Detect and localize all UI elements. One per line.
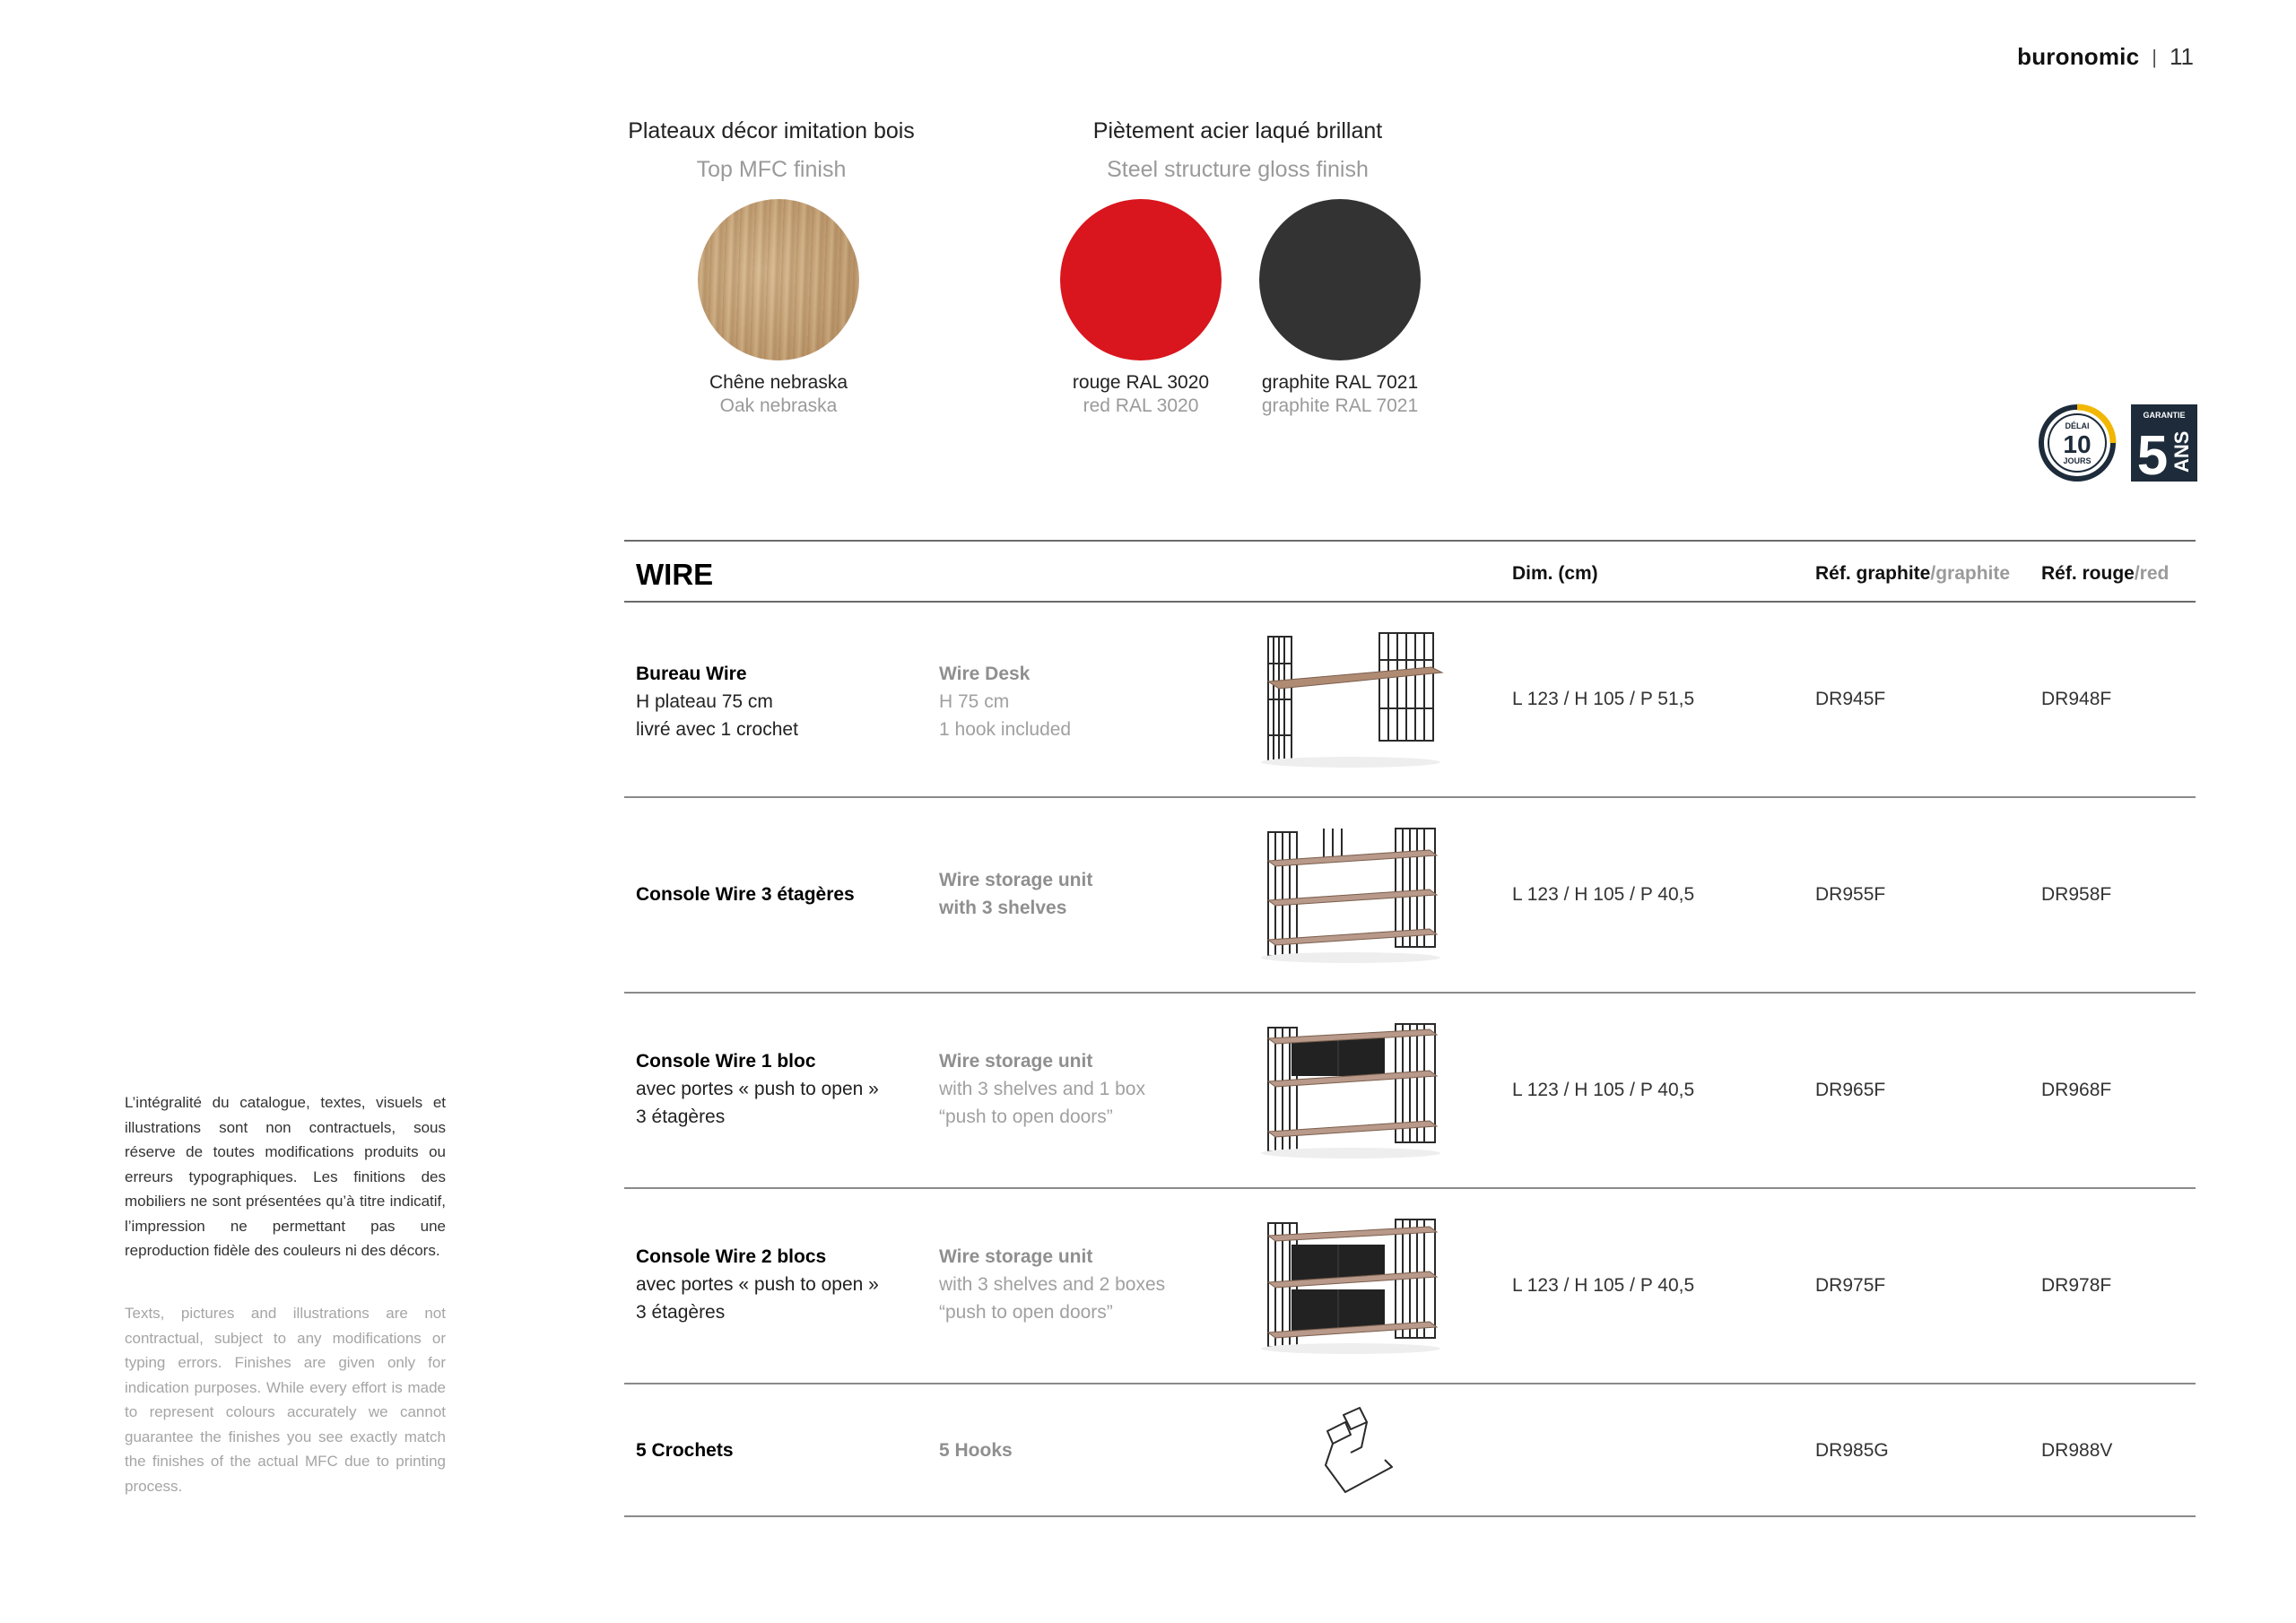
ref-rouge: DR948F	[2041, 689, 2112, 709]
badge-warranty-label: GARANTIE	[2143, 411, 2186, 420]
finish-subtitle-top: Top MFC finish	[696, 157, 847, 182]
table-header	[624, 540, 2196, 603]
product-title-fr: 5 Crochets	[636, 1440, 734, 1461]
product-title-fr: Console Wire 2 blocs	[636, 1246, 827, 1267]
finish-group-top	[592, 118, 951, 183]
product-name-en	[939, 1243, 1165, 1326]
table-title: WIRE	[636, 558, 714, 591]
disclaimer-fr: L’intégralité du catalogue, textes, visuels et illustrations sont non contractuels, sous réserve de toutes modifications produits ou erreurs typographiques. Les finitions des mobiliers ne sont présentées qu’à titre indicatif, l’impression ne permettant pas une reproduction fidèle des couleurs ni des décors.	[125, 1094, 446, 1259]
finish-group-structure	[1058, 118, 1417, 183]
badge-warranty-unit: ANS	[2170, 430, 2193, 473]
page-number: 11	[2170, 43, 2194, 70]
ref-graphite-fr: Réf. graphite	[1815, 563, 1931, 584]
desk-image	[1252, 628, 1449, 771]
product-name-fr	[636, 1047, 879, 1131]
product-title-fr: Console Wire 1 bloc	[636, 1051, 816, 1072]
delivery-delay-badge	[2036, 402, 2118, 484]
ref-rouge: DR978F	[2041, 1275, 2112, 1296]
product-title-en: Wire Desk	[939, 664, 1031, 684]
swatch-label-red	[1033, 371, 1248, 418]
ref-rouge: DR958F	[2041, 884, 2112, 905]
ref-rouge: DR988V	[2041, 1440, 2113, 1461]
product-detail-fr: avec portes « push to open »	[636, 1274, 879, 1295]
product-detail-en: “push to open doors”	[939, 1107, 1113, 1127]
column-header-ref-rouge	[2041, 563, 2169, 585]
product-title-en: 5 Hooks	[939, 1440, 1013, 1461]
badge-warranty-number: 5	[2136, 425, 2169, 482]
product-detail-en: H 75 cm	[939, 691, 1010, 712]
product-name-en	[939, 660, 1071, 743]
product-table	[624, 540, 2196, 1517]
dimensions: L 123 / H 105 / P 40,5	[1512, 1275, 1695, 1296]
ref-graphite: DR955F	[1815, 884, 1886, 905]
product-detail-en: “push to open doors”	[939, 1302, 1113, 1323]
ref-rouge-fr: Réf. rouge	[2041, 563, 2135, 584]
product-name-en	[939, 1436, 1013, 1464]
brand-separator: |	[2152, 45, 2157, 68]
badge-delay-number: 10	[2063, 430, 2092, 458]
swatch-label-graphite	[1232, 371, 1448, 418]
swatch-name-fr: rouge RAL 3020	[1072, 372, 1210, 393]
product-title-fr: Console Wire 3 étagères	[636, 884, 855, 905]
product-detail-fr: livré avec 1 crochet	[636, 719, 798, 740]
warranty-badge	[2131, 404, 2197, 482]
swatch-name-en: graphite RAL 7021	[1261, 395, 1419, 416]
product-name-en	[939, 866, 1092, 922]
product-name-fr	[636, 881, 855, 908]
table-row	[624, 994, 2196, 1189]
ref-graphite: DR985G	[1815, 1440, 1889, 1461]
badge-delay-bottom: JOURS	[2063, 456, 2092, 465]
ref-rouge: DR968F	[2041, 1080, 2112, 1100]
product-detail-fr: H plateau 75 cm	[636, 691, 773, 712]
ref-rouge-en: /red	[2134, 563, 2170, 584]
column-header-dimensions: Dim. (cm)	[1512, 563, 1598, 584]
swatch-name-fr: Chêne nebraska	[709, 372, 848, 393]
product-detail-en: with 3 shelves and 2 boxes	[939, 1274, 1166, 1295]
swatch-name-en: Oak nebraska	[719, 395, 838, 416]
product-title-en: Wire storage unit	[939, 870, 1093, 890]
product-name-fr	[636, 1243, 879, 1326]
swatch-graphite-ral-7021	[1259, 199, 1421, 360]
table-row	[624, 798, 2196, 994]
swatch-oak-nebraska	[698, 199, 859, 360]
product-title-fr: Bureau Wire	[636, 664, 747, 684]
table-row	[624, 1384, 2196, 1517]
shelf-image	[1252, 823, 1449, 967]
column-header-ref-graphite	[1815, 563, 2010, 585]
brand-header	[2017, 43, 2194, 71]
ref-graphite: DR975F	[1815, 1275, 1886, 1296]
table-row	[624, 603, 2196, 798]
badge-delay-top: DÉLAI	[2065, 421, 2090, 430]
product-detail-en: with 3 shelves and 1 box	[939, 1079, 1145, 1099]
dimensions: L 123 / H 105 / P 40,5	[1512, 884, 1695, 905]
product-detail-fr: 3 étagères	[636, 1302, 726, 1323]
dimensions: L 123 / H 105 / P 51,5	[1512, 689, 1695, 709]
product-title-en: Wire storage unit	[939, 1051, 1093, 1072]
product-name-fr	[636, 660, 798, 743]
product-detail-fr: 3 étagères	[636, 1107, 726, 1127]
finish-title-structure: Piètement acier laqué brillant	[1092, 118, 1383, 143]
dimensions: L 123 / H 105 / P 40,5	[1512, 1080, 1695, 1100]
finish-subtitle-structure: Steel structure gloss finish	[1107, 157, 1369, 182]
finish-title-top: Plateaux décor imitation bois	[628, 118, 915, 143]
swatch-name-en: red RAL 3020	[1083, 395, 1199, 416]
ref-graphite: DR945F	[1815, 689, 1886, 709]
badges	[2036, 402, 2197, 484]
disclaimer-en: Texts, pictures and illustrations are not contractual, subject to any modifications or typing errors. Finishes are given only for indication purposes. While every effort is made to represent colours accurately we cannot guarantee the finishes you see exactly match the finishes of the actual MFC due to printing process.	[125, 1305, 446, 1495]
swatch-red-ral-3020	[1060, 199, 1222, 360]
ref-graphite-en: /graphite	[1930, 563, 2011, 584]
brand-logo: buronomic	[2017, 43, 2140, 70]
product-detail-en: 1 hook included	[939, 719, 1072, 740]
shelf-1-box-image	[1252, 1019, 1449, 1162]
product-name-fr	[636, 1436, 734, 1464]
hook-image	[1315, 1402, 1405, 1501]
ref-graphite: DR965F	[1815, 1080, 1886, 1100]
swatch-name-fr: graphite RAL 7021	[1261, 372, 1419, 393]
product-title-en: with 3 shelves	[939, 898, 1067, 918]
table-row	[624, 1189, 2196, 1384]
product-title-en: Wire storage unit	[939, 1246, 1093, 1267]
product-detail-fr: avec portes « push to open »	[636, 1079, 879, 1099]
swatch-label-oak	[671, 371, 886, 418]
product-name-en	[939, 1047, 1145, 1131]
shelf-2-box-image	[1252, 1214, 1449, 1358]
